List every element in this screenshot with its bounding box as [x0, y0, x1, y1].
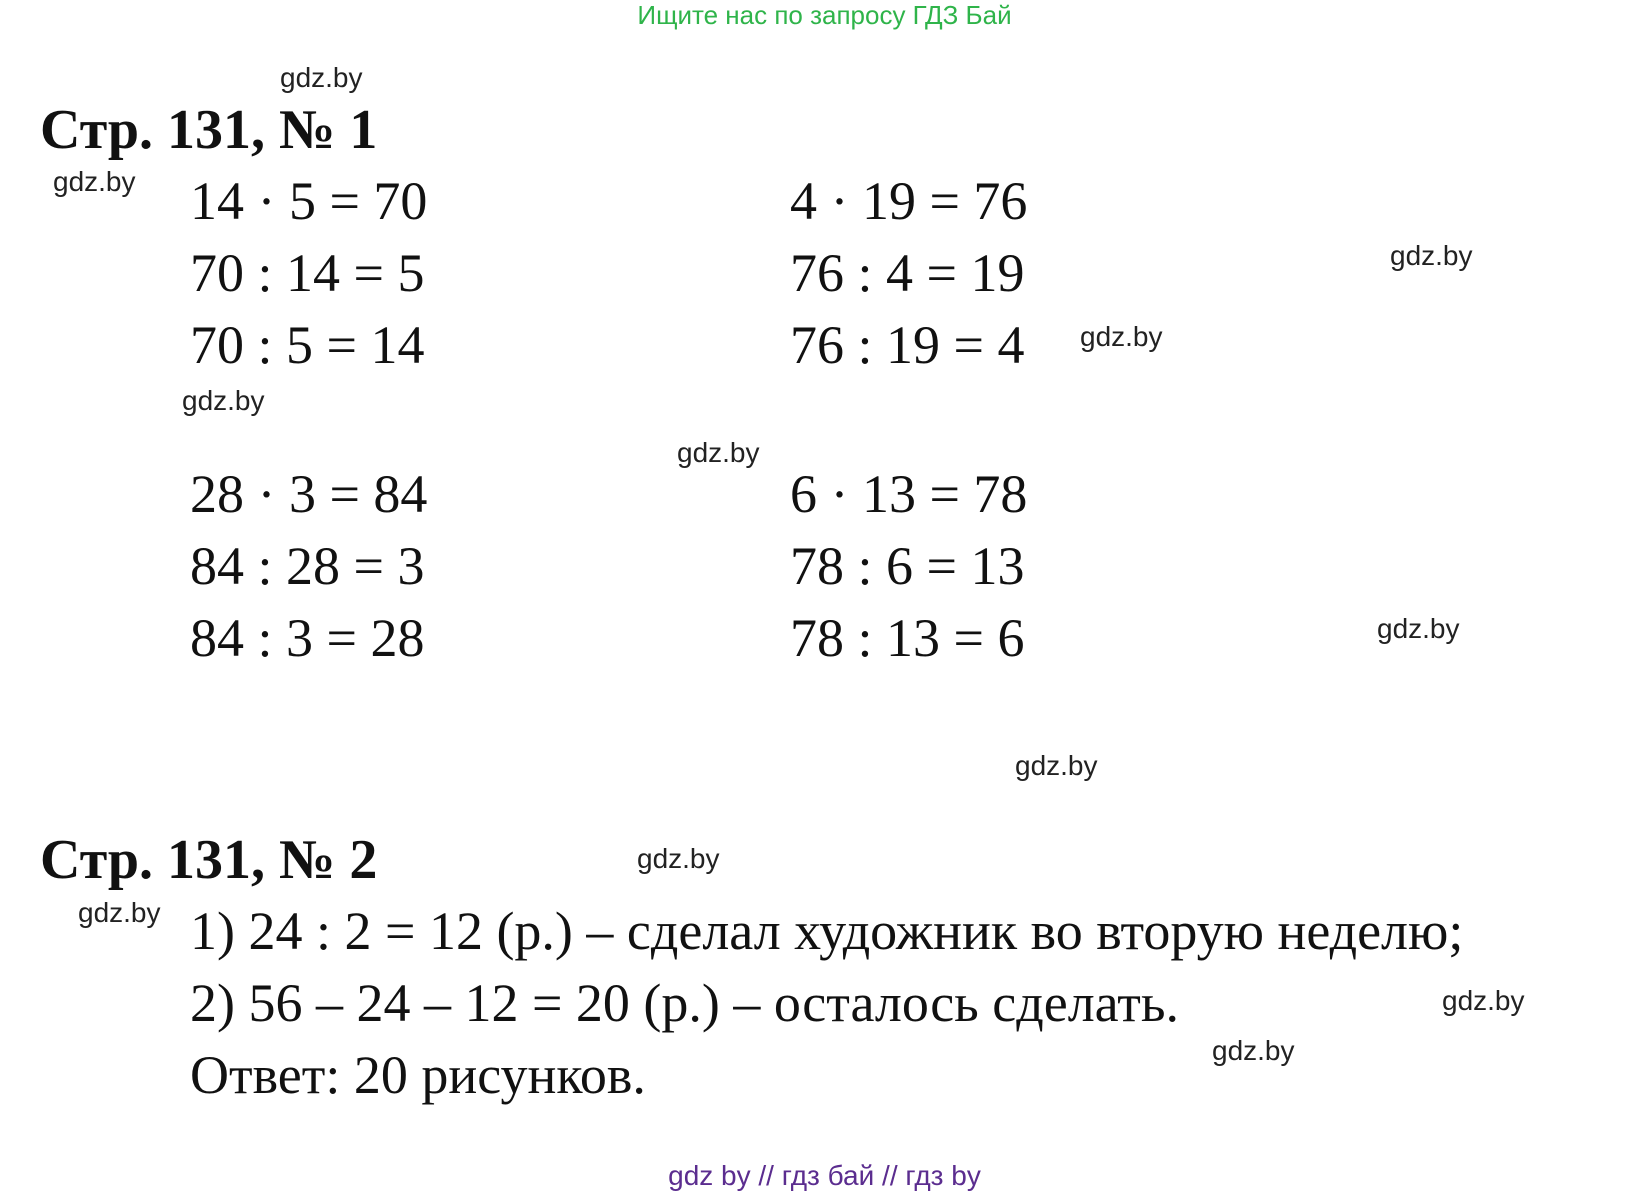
watermark: gdz.by — [53, 166, 136, 197]
watermark: gdz.by — [1080, 321, 1163, 352]
equation: 78 : 13 = 6 — [790, 608, 1025, 668]
watermark: gdz.by — [677, 437, 760, 468]
watermark: gdz.by — [1442, 985, 1525, 1016]
solution-step: 2) 56 – 24 – 12 = 20 (р.) – осталось сделать. — [190, 973, 1179, 1033]
task-1-group-1-right — [790, 165, 1027, 381]
equation: 76 : 4 = 19 — [790, 243, 1025, 303]
answer-line: Ответ: 20 рисунков. — [190, 1045, 646, 1105]
watermark: gdz.by — [1015, 750, 1098, 781]
solution-step: 1) 24 : 2 = 12 (р.) – сделал художник во вторую неделю; — [190, 901, 1464, 961]
equation: 70 : 5 = 14 — [190, 315, 425, 375]
equation: 84 : 28 = 3 — [190, 536, 425, 596]
equation: 28 · 3 = 84 — [190, 464, 428, 524]
equation: 70 : 14 = 5 — [190, 243, 425, 303]
task-2-heading: Стр. 131, № 2 — [40, 829, 378, 891]
watermark: gdz.by — [1212, 1035, 1295, 1066]
equation: 84 : 3 = 28 — [190, 608, 425, 668]
task-2-solution — [190, 895, 1463, 1111]
top-banner-link[interactable]: Ищите нас по запросу ГДЗ Бай — [637, 0, 1012, 30]
watermark: gdz.by — [78, 897, 161, 928]
footer-watermark: gdz by // гдз бай // гдз by — [668, 1160, 981, 1191]
equation: 6 · 13 = 78 — [790, 464, 1028, 524]
task-1-group-2-right — [790, 458, 1027, 674]
watermark: gdz.by — [1390, 240, 1473, 271]
equation: 14 · 5 = 70 — [190, 171, 428, 231]
equation: 4 · 19 = 76 — [790, 171, 1028, 231]
equation: 78 : 6 = 13 — [790, 536, 1025, 596]
watermark: gdz.by — [182, 385, 265, 416]
task-1-group-2-left — [190, 458, 427, 674]
task-1-group-1-left — [190, 165, 427, 381]
watermark: gdz.by — [1377, 613, 1460, 644]
equation: 76 : 19 = 4 — [790, 315, 1025, 375]
task-1-heading: Стр. 131, № 1 — [40, 99, 378, 161]
watermark: gdz.by — [637, 843, 720, 874]
watermark: gdz.by — [280, 62, 363, 93]
